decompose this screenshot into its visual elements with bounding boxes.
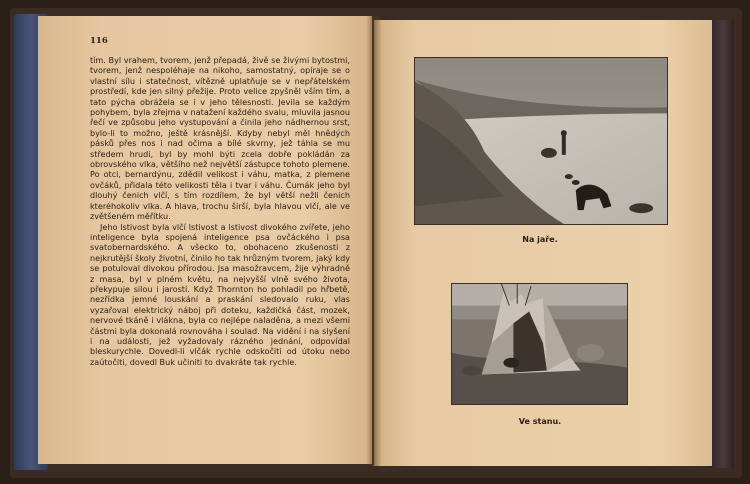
figure-caption: Ve stanu. — [518, 417, 562, 426]
paragraph: Jeho lstivost byla vlčí lstivost a lstivost divokého zvířete, jeho inteligence byla spojená inteligence psa ovčáckého i psa svatobernardského. A všecko to, obohaceno zkušenosti z nejkrutější školy životní, činilo ho tak hrůzným tvorem, jaký kdy se potuloval divokou přírodou. Jsa masožravcem, žije výhradně z masa, byl v plném květu, na nejvyšší vlně svého života, překypuje silou i jarostí. Když Thornton ho pohladil po hřbetě, nezřídka jemné louskání a praskání sledovalo ruku, vlas vyzařoval elektrický náboj při doteku, každičká část, mozek, nervové tkáně i vlákna, byla co nejlépe naladěna, a mezi všemi částmi byla dokonalá rovnováha i soulad. Na vidění i na slyšení i na události, jež vyžadovaly rázného jednání, odpovídal bleskurychle. Dovedl-li vlčák rychle odskočiti od útoku nebo zaútočiti, dovedl Buk učiniti to dvakráte tak rychle. — [90, 221, 350, 367]
page-number: 116 — [90, 36, 108, 46]
paragraph: tím. Byl vrahem, tvorem, jenž přepadá, živě se živými bytostmi, tvorem, jenž nespoléhaje na nikoho, samostatný, opíraje se o vlastní sílu i statečnost, vítězně uplatňuje se v nepřátelském prostředí, kde jen silný přežije. Proto velice zpyšněl vším tím, a tato pýcha obrážela se i v jeho tělesnosti. Jevila se každým pohybem, byla zřejma v natažení každého svalu, mluvila jasnou řečí ve způsobu jeho vystupování a činila jeho nádhernou srst, bylo-li to možno, ještě krásnější. Kdyby nebyl měl hnědých pásků přes nos i nad očima a bílé skvrny, jež táhla se mu středem hrudi, byl by mohl býti zcela dobře pokládán za obrovského vlka, většího než největší zástupce tohoto plemene. Po otci, bernardýnu, zdědil velikost i váhu, matka, z plemene ovčáků, přidala této velikosti těla i tvar i váhu. Čumák jeho byl dlouhý čenich vlčí, s tím rozdílem, že byl větší nežli čenich kteréhokoliv vlka. A hlava, trochu širší, byla hlavou vlčí, ale ve zvětšeném měřítku. — [90, 55, 350, 222]
river-bank-illustration — [415, 58, 667, 224]
tent-photo — [451, 283, 628, 405]
body-text — [90, 55, 350, 367]
tent-illustration — [452, 284, 627, 404]
river-bank-photo — [414, 57, 668, 225]
book-gutter — [366, 16, 382, 466]
figure-caption: Na jaře. — [522, 235, 558, 244]
